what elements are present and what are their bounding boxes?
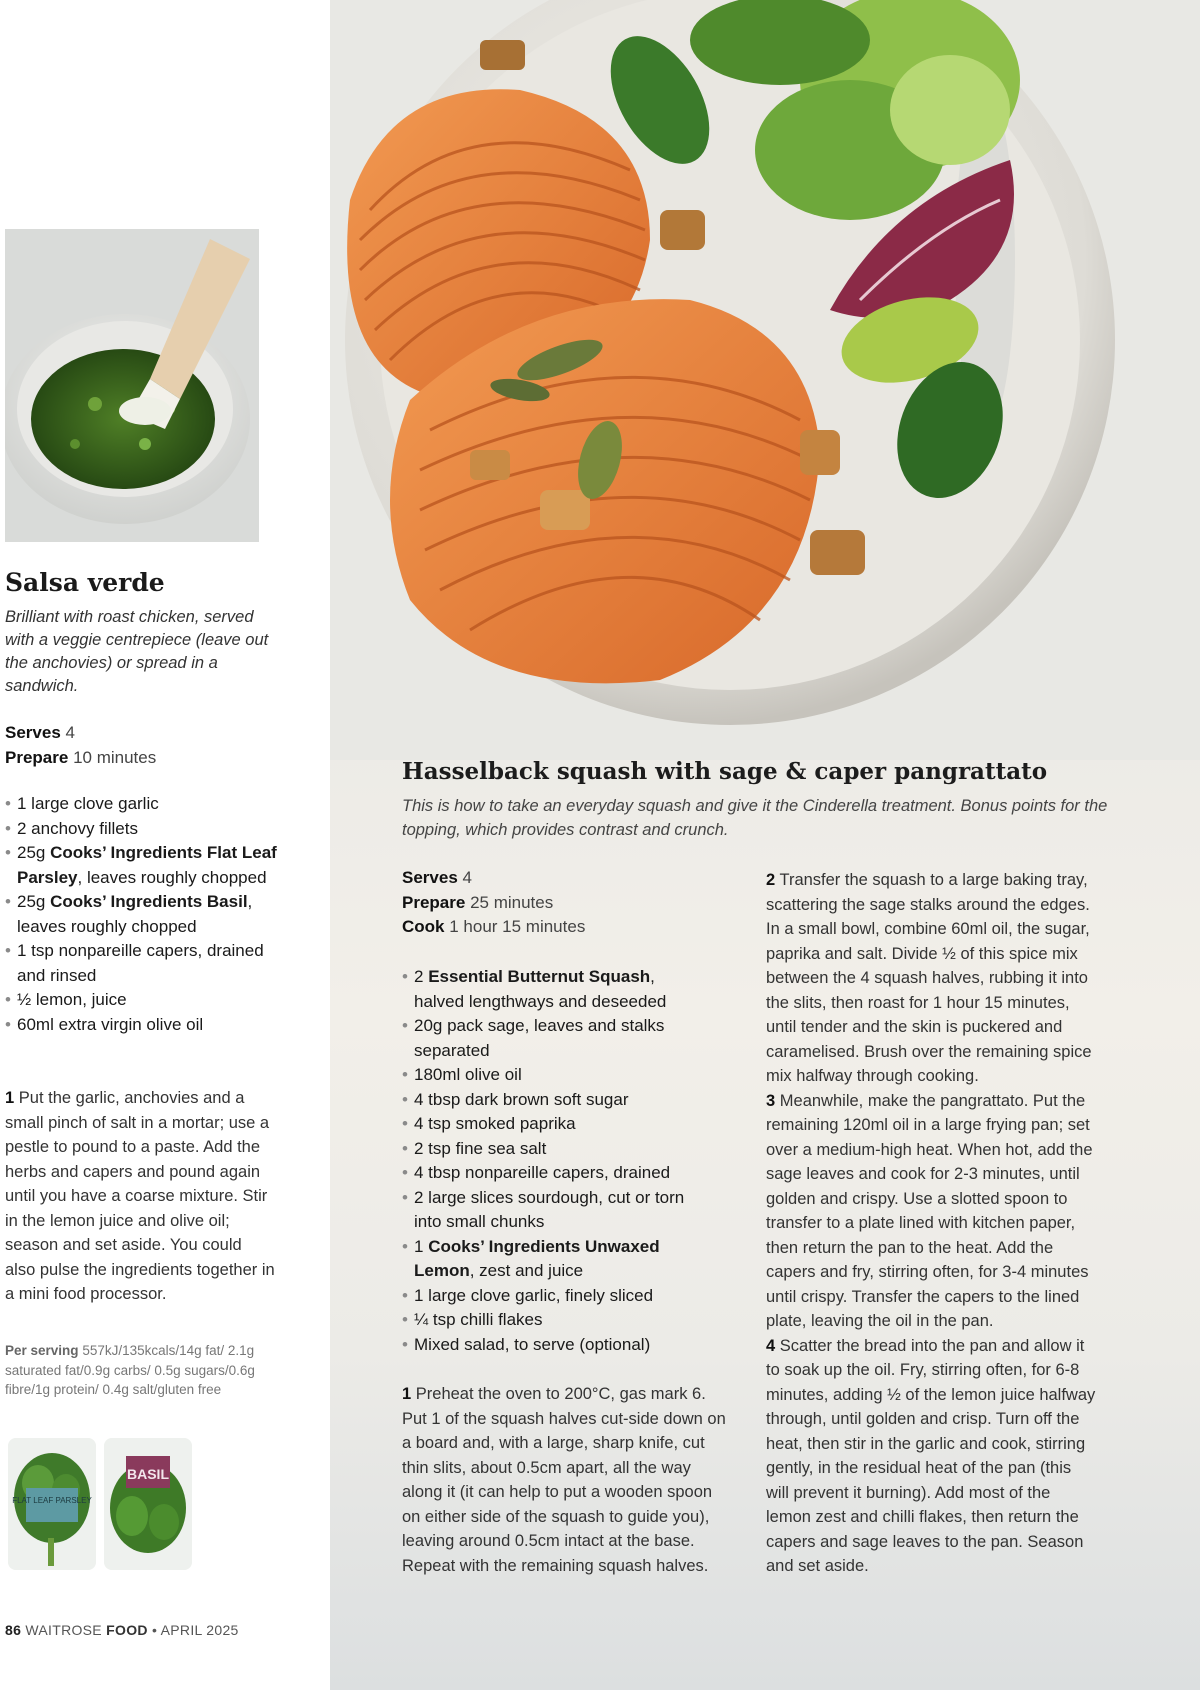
prepare-label: Prepare bbox=[5, 748, 69, 767]
cook-value: 1 hour 15 minutes bbox=[449, 917, 586, 936]
ingredient-item: • 1 large clove garlic, finely sliced bbox=[402, 1284, 702, 1309]
ingredient-item: • 1 Cooks’ Ingredients Unwaxed Lemon, zest and juice bbox=[402, 1235, 702, 1284]
method-step bbox=[766, 868, 1096, 1089]
hasselback-intro: This is how to take an everyday squash and give it the Cinderella treatment. Bonus points for the topping, which provides contrast and crunch. bbox=[402, 797, 1108, 839]
serves-label: Serves bbox=[5, 723, 61, 742]
step-number: 1 bbox=[402, 1385, 412, 1403]
salsa-verde-meta bbox=[5, 720, 156, 770]
hasselback-squash-photo bbox=[330, 0, 1200, 760]
issue-date: APRIL 2025 bbox=[160, 1622, 239, 1638]
serves-value: 4 bbox=[65, 723, 75, 742]
method-step bbox=[766, 1334, 1096, 1579]
salsa-verde-ingredients bbox=[5, 792, 295, 1037]
ingredient-item: • 25g Cooks’ Ingredients Flat Leaf Parsley, leaves roughly chopped bbox=[5, 841, 295, 890]
prepare-row bbox=[5, 745, 156, 770]
basil-pack-label: BASIL bbox=[127, 1466, 169, 1482]
ingredient-item: • 25g Cooks’ Ingredients Basil, leaves roughly chopped bbox=[5, 890, 295, 939]
cook-row bbox=[402, 915, 585, 940]
ingredient-item: • 2 Essential Butternut Squash, halved lengthways and deseeded bbox=[402, 965, 702, 1014]
prepare-label: Prepare bbox=[402, 892, 466, 912]
ingredient-item: • 1 large clove garlic bbox=[5, 792, 295, 817]
hasselback-method-step-1 bbox=[402, 1382, 732, 1578]
salsa-verde-method bbox=[5, 1086, 275, 1307]
ingredient-item: • 2 anchovy fillets bbox=[5, 817, 295, 842]
page-number: 86 bbox=[5, 1622, 22, 1638]
ingredient-item: • ½ lemon, juice bbox=[5, 988, 295, 1013]
hasselback-title: Hasselback squash with sage & caper pangrattato bbox=[402, 758, 1048, 785]
serves-row bbox=[5, 720, 156, 745]
main-recipe-hasselback bbox=[330, 0, 1200, 1690]
salsa-verde-title: Salsa verde bbox=[5, 568, 165, 597]
ingredient-item: • 2 tsp fine sea salt bbox=[402, 1137, 702, 1162]
hasselback-ingredients bbox=[402, 965, 702, 1357]
serves-row bbox=[402, 866, 585, 891]
parsley-pack-label: FLAT LEAF PARSLEY bbox=[12, 1496, 92, 1505]
salsa-verde-intro: Brilliant with roast chicken, served with a veggie centrepiece (leave out the anchovies) or spread in a sandwich. bbox=[5, 608, 269, 695]
step-number: 1 bbox=[5, 1089, 15, 1107]
ingredient-item: • 60ml extra virgin olive oil bbox=[5, 1013, 295, 1038]
nutrition-label: Per serving bbox=[5, 1343, 79, 1358]
footer-separator: • bbox=[152, 1622, 158, 1638]
hasselback-method-steps-2-4 bbox=[766, 868, 1096, 1579]
ingredient-item: • 2 large slices sourdough, cut or torn into small chunks bbox=[402, 1186, 702, 1235]
prepare-value: 10 minutes bbox=[73, 748, 157, 767]
ingredient-item: • Mixed salad, to serve (optional) bbox=[402, 1333, 702, 1358]
parsley-pack-image bbox=[8, 1438, 96, 1570]
ingredient-item: • 4 tbsp dark brown soft sugar bbox=[402, 1088, 702, 1113]
serves-label: Serves bbox=[402, 868, 458, 887]
step-number: 2 bbox=[766, 871, 776, 889]
step-text: Scatter the bread into the pan and allow it to soak up the oil. Fry, stirring often, for 6-8 minutes, adding ½ of the lemon juice halfway through, until golden and crisp. Turn off the heat, then stir in the garlic and cook, stirring gently, in the residual heat of the pan (this will prevent it burning). Add most of the lemon zest and chilli flakes, then return the capers and sage leaves to the pan. Season and set aside. bbox=[766, 1336, 1096, 1575]
ingredient-item: • 1 tsp nonpareille capers, drained and rinsed bbox=[5, 939, 295, 988]
nutrition-values: 557kJ/135kcals/14g fat/ 2.1g saturated fat/0.9g carbs/ 0.5g sugars/0.6g fibre/1g protein/ 0.4g salt/gluten free bbox=[5, 1343, 255, 1397]
step-number: 4 bbox=[766, 1336, 776, 1355]
ingredient-item: • ¼ tsp chilli flakes bbox=[402, 1308, 702, 1333]
cook-label: Cook bbox=[402, 917, 445, 936]
publication-name-a: WAITROSE bbox=[25, 1622, 102, 1638]
ingredient-item: • 4 tsp smoked paprika bbox=[402, 1112, 702, 1137]
nutrition-info bbox=[5, 1341, 275, 1400]
basil-pack-image bbox=[104, 1438, 192, 1570]
publication-name-b: FOOD bbox=[106, 1622, 148, 1638]
sidebar-recipe-salsa-verde bbox=[0, 0, 330, 1690]
step-text: Put the garlic, anchovies and a small pinch of salt in a mortar; use a pestle to pound to a paste. Add the herbs and capers and pound again until you have a coarse mixture. Stir in the lemon juice and olive oil; season and set aside. You could also pulse the ingredients together in a mini food processor. bbox=[5, 1089, 275, 1303]
prepare-value: 25 minutes bbox=[470, 892, 554, 912]
step-text: Preheat the oven to 200°C, gas mark 6. Put 1 of the squash halves cut-side down on a board and, with a large, sharp knife, cut thin slits, about 0.5cm apart, all the way along it (it can help to put a wooden spoon on either side of the squash to guide you), leaving around 0.5cm intact at the base. Repeat with the remaining squash halves. bbox=[402, 1385, 726, 1575]
hasselback-meta bbox=[402, 866, 585, 940]
ingredient-item: • 20g pack sage, leaves and stalks separated bbox=[402, 1014, 702, 1063]
step-text: Transfer the squash to a large baking tray, scattering the sage stalks around the edges. In a small bowl, combine 60ml oil, the sugar, paprika and salt. Divide ½ of this spice mix between the 4 squash halves, rubbing it into the slits, then roast for 1 hour 15 minutes, until tender and the skin is puckered and caramelised. Brush over the remaining spice mix halfway through cooking. bbox=[766, 871, 1092, 1085]
step-text: Meanwhile, make the pangrattato. Put the remaining 120ml oil in a large frying pan; set over a medium-high heat. When hot, add the sage leaves and cook for 2-3 minutes, until golden and crispy. Use a slotted spoon to transfer to a plate lined with kitchen paper, then return the pan to the heat. Add the capers and fry, stirring often, for 3-4 minutes until crispy. Transfer the capers to the lined plate, leaving the oil in the pan. bbox=[766, 1091, 1093, 1330]
prepare-row bbox=[402, 891, 585, 916]
page-footer bbox=[5, 1622, 239, 1638]
serves-value: 4 bbox=[462, 868, 472, 887]
step-number: 3 bbox=[766, 1091, 776, 1110]
ingredient-item: • 180ml olive oil bbox=[402, 1063, 702, 1088]
mortar-pestle-illustration bbox=[5, 229, 259, 542]
ingredient-item: • 4 tbsp nonpareille capers, drained bbox=[402, 1161, 702, 1186]
method-step bbox=[766, 1089, 1096, 1334]
mortar-pestle-photo bbox=[5, 229, 259, 542]
